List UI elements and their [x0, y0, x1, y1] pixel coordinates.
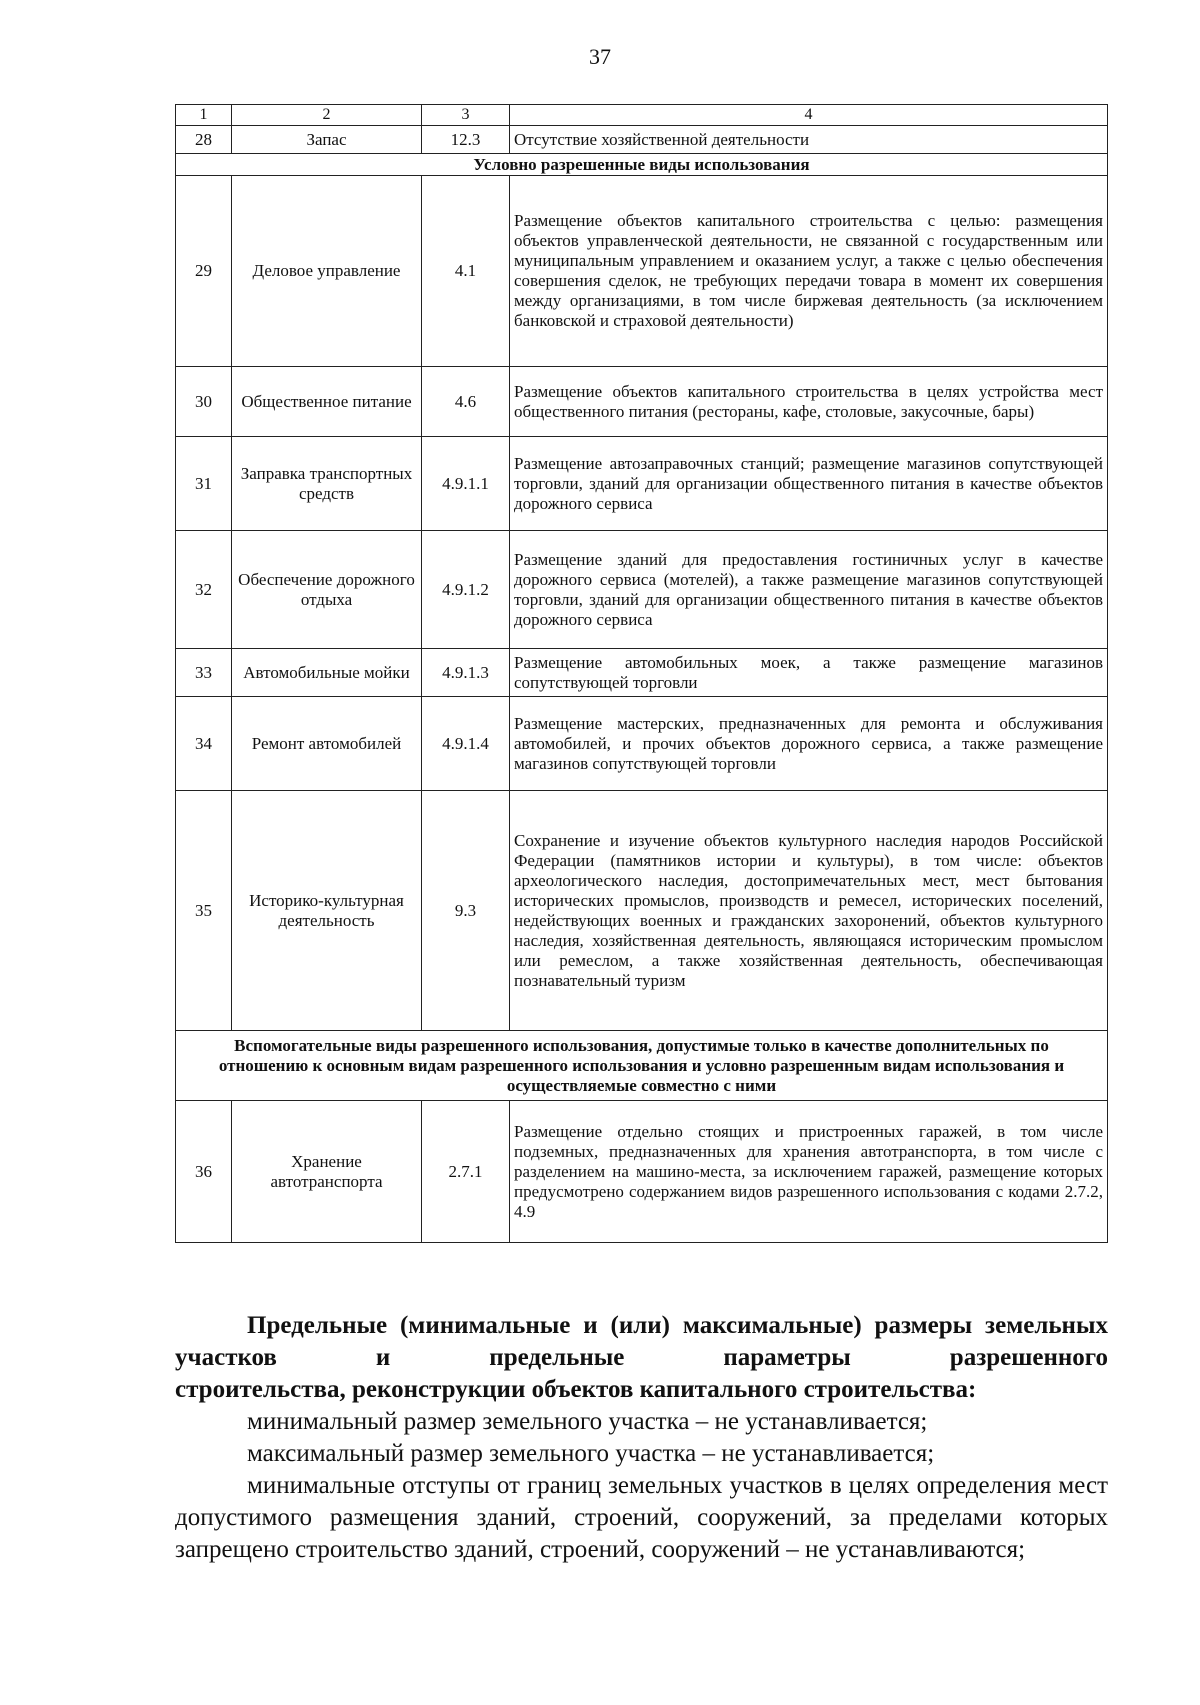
section-header-row — [176, 1031, 1108, 1101]
use-type-code: 9.3 — [422, 791, 510, 1031]
parameters-section — [175, 1310, 1108, 1566]
use-type-description: Размещение отдельно стоящих и пристроенных гаражей, в том числе подземных, предназначенных для хранения автотранспорта, в том числе с разделением на машино-места, за исключением гаражей, размещение которых предусмотрено содержанием видов разрешенного использования с кодами 2.7.2, 4.9 — [510, 1101, 1108, 1243]
column-number-row — [176, 105, 1108, 126]
row-number: 33 — [176, 649, 232, 697]
parameters-heading — [175, 1310, 1108, 1406]
table-row — [176, 649, 1108, 697]
use-type-code: 12.3 — [422, 126, 510, 154]
parameters-heading-main: Предельные (минимальные и (или) максимальные) размеры земельных участков и предельные параметры разрешенного — [175, 1312, 1108, 1371]
use-type-code: 4.6 — [422, 367, 510, 437]
use-type-description: Размещение зданий для предоставления гостиничных услуг в качестве дорожного сервиса (мотелей), а также размещение магазинов сопутствующей торговли, зданий для организации общественного питания в качестве объектов дорожного сервиса — [510, 531, 1108, 649]
use-type-code: 4.9.1.1 — [422, 437, 510, 531]
row-number: 29 — [176, 176, 232, 367]
section-header-row — [176, 154, 1108, 176]
row-number: 32 — [176, 531, 232, 649]
table-row — [176, 126, 1108, 154]
use-type-name: Обеспечение дорожного отдыха — [232, 531, 422, 649]
setbacks-paragraph: минимальные отступы от границ земельных участков в целях определения мест допустимого размещения зданий, строений, сооружений, за пределами которых запрещено строительство зданий, строений, сооружений – не устанавливаются; — [175, 1472, 1108, 1563]
table-row — [176, 1101, 1108, 1243]
use-type-description: Отсутствие хозяйственной деятельности — [510, 126, 1108, 154]
parameters-heading-last: строительства, реконструкции объектов капитального строительства: — [175, 1376, 977, 1403]
column-number: 2 — [232, 105, 422, 126]
table-row — [176, 531, 1108, 649]
column-number: 4 — [510, 105, 1108, 126]
max-size-paragraph: максимальный размер земельного участка – не устанавливается; — [247, 1440, 935, 1467]
use-type-name: Запас — [232, 126, 422, 154]
page-number: 37 — [589, 44, 611, 69]
use-type-code: 4.9.1.3 — [422, 649, 510, 697]
min-size-paragraph: минимальный размер земельного участка – не устанавливается; — [247, 1408, 928, 1435]
use-type-name: Общественное питание — [232, 367, 422, 437]
use-type-name: Хранение автотранспорта — [232, 1101, 422, 1243]
column-number: 3 — [422, 105, 510, 126]
row-number: 34 — [176, 697, 232, 791]
use-type-name: Автомобильные мойки — [232, 649, 422, 697]
section-header-conditional: Условно разрешенные виды использования — [176, 154, 1108, 176]
section-header-auxiliary: Вспомогательные виды разрешенного использования, допустимые только в качестве дополнительных по отношению к основным видам разрешенного использования и условно разрешенным видам использования и осуществляемые совместно с ними — [176, 1031, 1108, 1101]
row-number: 31 — [176, 437, 232, 531]
use-type-name: Ремонт автомобилей — [232, 697, 422, 791]
row-number: 35 — [176, 791, 232, 1031]
table-row — [176, 367, 1108, 437]
use-type-name: Заправка транспортных средств — [232, 437, 422, 531]
row-number: 36 — [176, 1101, 232, 1243]
use-type-code: 2.7.1 — [422, 1101, 510, 1243]
land-use-table — [175, 104, 1108, 1243]
table-row — [176, 437, 1108, 531]
use-type-name: Деловое управление — [232, 176, 422, 367]
use-type-description: Размещение автомобильных моек, а также размещение магазинов сопутствующей торговли — [510, 649, 1108, 697]
use-type-name: Историко-культурная деятельность — [232, 791, 422, 1031]
use-type-description: Размещение автозаправочных станций; размещение магазинов сопутствующей торговли, зданий для организации общественного питания в качестве объектов дорожного сервиса — [510, 437, 1108, 531]
use-type-code: 4.9.1.4 — [422, 697, 510, 791]
table-row — [176, 791, 1108, 1031]
table-row — [176, 697, 1108, 791]
use-type-description: Размещение объектов капитального строительства в целях устройства мест общественного питания (рестораны, кафе, столовые, закусочные, бары) — [510, 367, 1108, 437]
row-number: 28 — [176, 126, 232, 154]
use-type-description: Размещение мастерских, предназначенных для ремонта и обслуживания автомобилей, и прочих объектов дорожного сервиса, а также размещение магазинов сопутствующей торговли — [510, 697, 1108, 791]
column-number: 1 — [176, 105, 232, 126]
use-type-description: Сохранение и изучение объектов культурного наследия народов Российской Федерации (памятников истории и культуры), в том числе: объектов археологического наследия, достопримечательных мест, мест бытования исторических промыслов, производств и ремесел, исторических поселений, недействующих военных и гражданских захоронений, объектов культурного наследия, хозяйственная деятельность, являющаяся историческим промыслом или ремеслом, а также хозяйственная деятельность, обеспечивающая познавательный туризм — [510, 791, 1108, 1031]
row-number: 30 — [176, 367, 232, 437]
use-type-description: Размещение объектов капитального строительства с целью: размещения объектов управленческой деятельности, не связанной с государственным или муниципальным управлением и оказанием услуг, а также с целью обеспечения совершения сделок, не требующих передачи товара в момент их совершения между организациями, в том числе биржевая деятельность (за исключением банковской и страховой деятельности) — [510, 176, 1108, 367]
table-row — [176, 176, 1108, 367]
use-type-code: 4.9.1.2 — [422, 531, 510, 649]
use-type-code: 4.1 — [422, 176, 510, 367]
